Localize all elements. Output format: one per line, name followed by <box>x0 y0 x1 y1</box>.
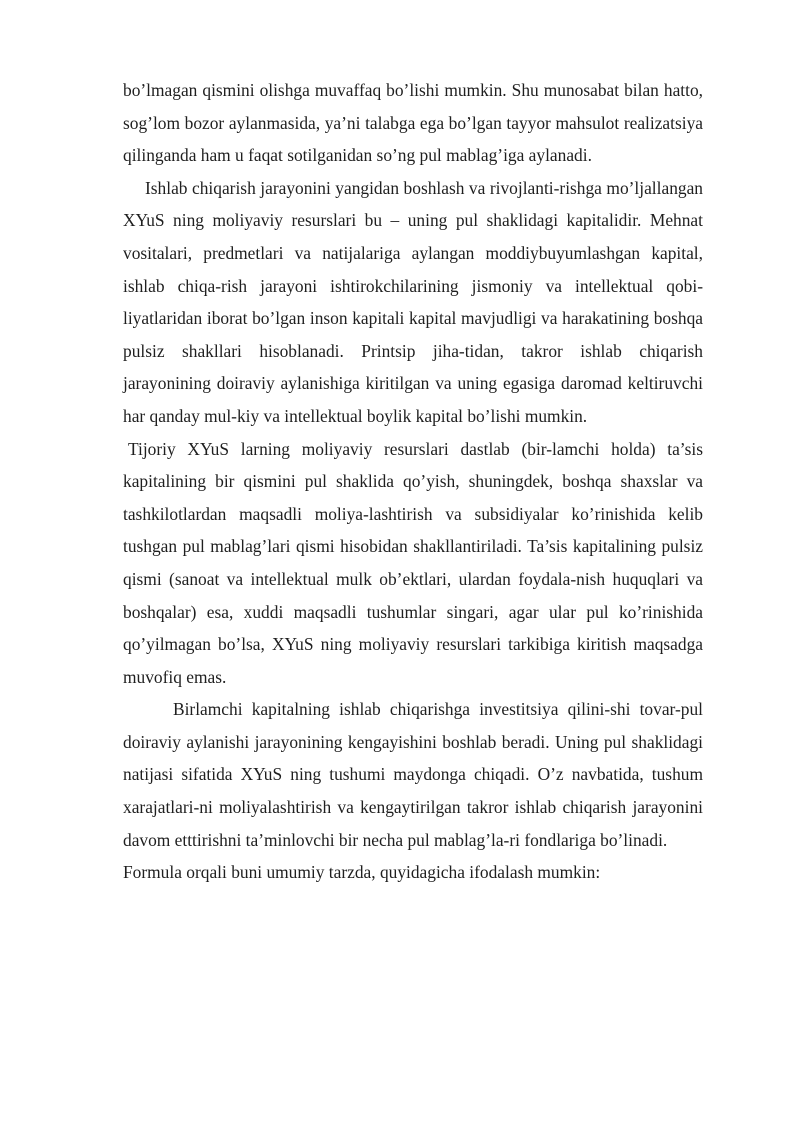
paragraph-formula-intro: Formula orqali buni umumiy tarzda, quyidagicha ifodalash mumkin: <box>123 862 601 883</box>
paragraph-continuation: bo’lmagan qismini olishga muvaffaq bo’lishi mumkin. Shu munosabat bilan hatto, sog’lom bozor aylanmasida, ya’ni talabga ega bo’lgan tayyor mahsulot realizatsiya qilinganda ham u faqat sotilganidan so’ng pul mablag’iga aylanadi. <box>123 80 703 166</box>
document-page <box>123 74 703 889</box>
paragraph-financial-resources: Ishlab chiqarish jarayonini yangidan boshlash va rivojlanti-rishga mo’ljallangan XYuS ning moliyaviy resurslari bu – uning pul shaklidagi kapitalidir. Mehnat vositalari, predmetlari va natijalariga aylangan moddiybuyumlashgan kapital, ishlab chiqa-rish jarayoni ishtirokchilarining jismoniy va intellektual qobi-liyatlaridan iborat bo’lgan inson kapitali kapital mavjudligi va harakatining boshqa pulsiz shakllari hisoblanadi. Printsip jiha-tidan, takror ishlab chiqarish jarayonining doiraviy aylanishiga kiritilgan va uning egasiga daromad keltiruvchi har qanday mul-kiy va intellektual boylik kapital bo’lishi mumkin. <box>123 177 703 426</box>
paragraph-primary-capital: Birlamchi kapitalning ishlab chiqarishga investitsiya qilini-shi tovar-pul doiraviy aylanishi jarayonining kengayishini boshlab beradi. Uning pul shaklidagi natijasi sifatida XYuS ning tushumi maydonga chiqadi. O’z navbatida, tushum xarajatlari-ni moliyalashtirish va kengaytirilgan takror ishlab chiqarish jarayonini davom etttirishni ta’minlovchi bir necha pul mablag’la-ri fondlariga bo’linadi. <box>123 699 703 850</box>
paragraph-commercial-resources: Tijoriy XYuS larning moliyaviy resurslari dastlab (bir-lamchi holda) ta’sis kapitalining bir qismini pul shaklida qo’yish, shuningdek, boshqa shaxslar va tashkilotlardan maqsadli moliya-lashtirish va subsidiyalar ko’rinishida kelib tushgan pul mablag’lari qismi hisobidan shakllantiriladi. Ta’sis kapitalining pulsiz qismi (sanoat va intellektual mulk ob’ektlari, ulardan foydala-nish huquqlari va boshqalar) esa, xuddi maqsadli tushumlar singari, agar ular pul ko’rinishida qo’yilmagan bo’lsa, XYuS ning moliyaviy resurslari tarkibiga kiritish maqsadga muvofiq emas. <box>123 438 703 687</box>
